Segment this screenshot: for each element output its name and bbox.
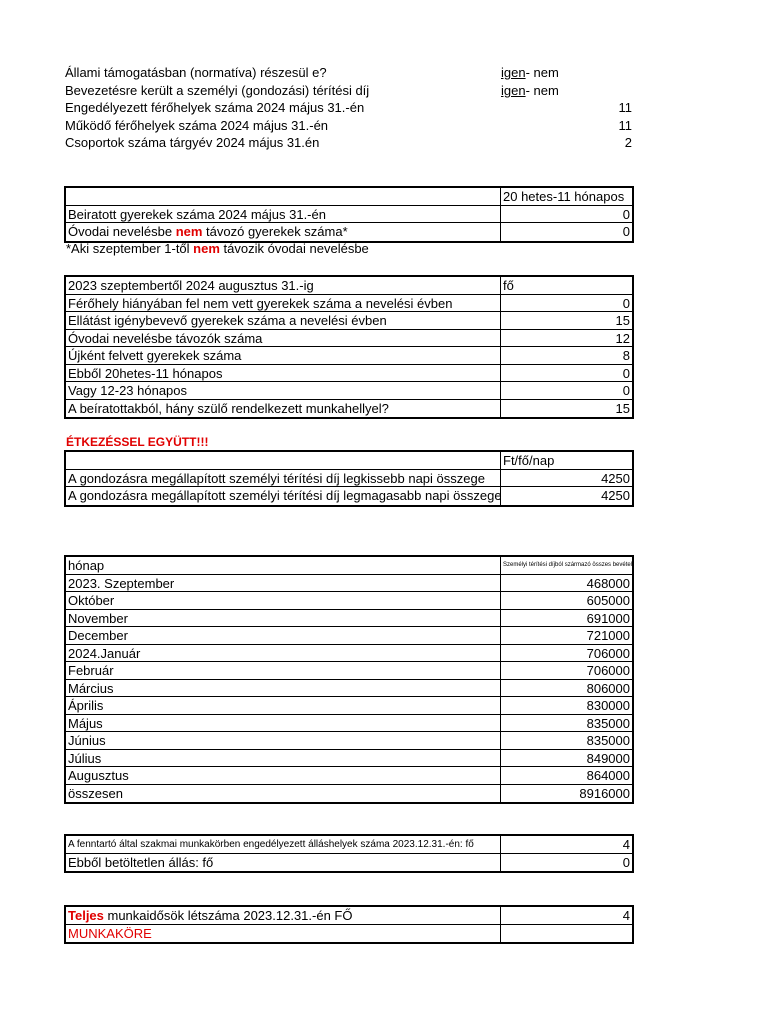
month-cell: Május [68, 715, 103, 731]
row-label: Ebből 20hetes-11 hónapos [68, 365, 223, 381]
income-cell: 835000 [500, 715, 632, 732]
table-row [66, 836, 632, 854]
month-cell: Március [68, 680, 114, 696]
table-row [66, 610, 632, 628]
table-row [66, 715, 632, 733]
row-label: Férőhely hiányában fel nem vett gyerekek száma a nevelési évben [68, 295, 453, 311]
staff-table [64, 834, 634, 873]
table-row [66, 206, 632, 224]
row-value: 0 [500, 365, 632, 382]
monthly-income-table [64, 555, 634, 804]
table-header-row [66, 452, 632, 470]
row-value: 15 [500, 312, 632, 329]
month-cell: Július [68, 750, 102, 766]
month-cell: Október [68, 593, 115, 608]
table-row [66, 295, 632, 313]
row-value: 0 [500, 382, 632, 399]
state-support-line [65, 64, 632, 81]
table-row [66, 854, 632, 872]
licensed-places-label: Engedélyezett férőhelyek száma 2024 május 31.-én [65, 100, 365, 115]
month-cell: 2023. Szeptember [68, 575, 175, 591]
footnote [66, 240, 369, 257]
row-label: Újként felvett gyerekek száma [68, 348, 242, 363]
groups-count-label: Csoportok száma tárgyév 2024 május 31.én [65, 135, 320, 150]
row-value: 4 [500, 836, 632, 853]
income-header: Személyi térítési díjból származó összes bevétel [500, 557, 632, 574]
row-label [66, 907, 502, 924]
table-row [66, 627, 632, 645]
table-row [66, 925, 632, 943]
row-label: Ebből betöltetlen állás: fő [68, 854, 214, 870]
month-cell: November [68, 610, 128, 626]
income-cell: 849000 [500, 750, 632, 767]
table-row [66, 365, 632, 383]
period-table [64, 275, 634, 419]
row-value: 0 [500, 223, 632, 241]
table-header-row [66, 188, 632, 206]
table-row [66, 732, 632, 750]
income-cell: 691000 [500, 610, 632, 627]
row-value: 0 [500, 206, 632, 223]
enrolled-table [64, 186, 634, 243]
state-support-choice [501, 64, 559, 81]
table-row [66, 400, 632, 418]
month-cell: Február [68, 663, 114, 678]
row-value: 12 [500, 330, 632, 347]
period-title: 2023 szeptembertől 2024 augusztus 31.-ig [68, 278, 314, 293]
table-row [66, 750, 632, 768]
table-row [66, 312, 632, 330]
income-cell: 835000 [500, 732, 632, 749]
row-label: Vagy 12-23 hónapos [68, 383, 188, 398]
table-row [66, 662, 632, 680]
table-total-row [66, 785, 632, 803]
footnote-part: távozik óvodai nevelésbe [219, 241, 369, 256]
operating-places-value: 11 [618, 118, 632, 133]
fee-introduced-label: Bevezetésre került a személyi (gondozási) térítési díj [65, 83, 370, 98]
row-label: A fenntartó által szakmai munkakörben engedélyezett álláshelyek száma 2023.12.31.-én: fő [68, 839, 474, 850]
table-row [66, 645, 632, 663]
no-option: - nem [525, 83, 559, 98]
fee-introduced-line [65, 82, 632, 99]
groups-count-line [65, 134, 632, 151]
row-label: Óvodai nevelésbe távozók száma [68, 330, 263, 346]
no-option: - nem [525, 65, 559, 80]
income-cell: 721000 [500, 627, 632, 644]
table-row [66, 907, 632, 925]
licensed-places-value: 11 [618, 100, 632, 115]
yes-option: igen [501, 83, 526, 98]
row-value: 4 [500, 907, 632, 924]
row-label: Beiratott gyerekek száma 2024 május 31.-én [68, 206, 326, 222]
table-row [66, 382, 632, 400]
row-value: 15 [500, 400, 632, 418]
row-label: A beíratottakból, hány szülő rendelkezett munkahellyel? [68, 400, 389, 416]
table-row [66, 470, 632, 488]
yes-option: igen [501, 65, 526, 80]
table-row [66, 680, 632, 698]
table-row [66, 592, 632, 610]
income-cell: 468000 [500, 575, 632, 592]
groups-count-value: 2 [624, 135, 632, 150]
income-cell: 706000 [500, 645, 632, 662]
row-label: Ellátást igénybevevő gyerekek száma a nevelési évben [68, 313, 387, 328]
footnote-emphasis: nem [193, 241, 220, 256]
licensed-places-line [65, 99, 632, 116]
label-part: Óvodai nevelésbe [68, 224, 176, 239]
fee-introduced-choice [501, 82, 559, 99]
job-role-label: MUNKAKÖRE [68, 925, 152, 941]
month-cell: December [68, 628, 128, 643]
month-cell: Április [68, 698, 104, 713]
income-cell: 830000 [500, 697, 632, 714]
state-support-label: Állami támogatásban (normatíva) részesül e? [65, 65, 327, 80]
table-row [66, 487, 632, 505]
row-label [66, 223, 502, 241]
month-cell: Augusztus [68, 768, 129, 783]
meal-heading: ÉTKEZÉSSEL EGYÜTT!!! [66, 435, 209, 449]
row-label: A gondozásra megállapított személyi térítési díj legmagasabb napi összege [68, 488, 502, 503]
footnote-part: *Aki szeptember 1-től [66, 241, 194, 256]
table-header-row [66, 277, 632, 295]
table-row [66, 767, 632, 785]
row-value: 8 [500, 347, 632, 364]
table-header-row [66, 557, 632, 575]
label-emphasis: Teljes [68, 908, 104, 923]
total-value: 8916000 [500, 785, 632, 803]
income-cell: 806000 [500, 680, 632, 697]
unit-header: Ft/fő/nap [500, 452, 632, 469]
unit-header: fő [500, 277, 632, 294]
month-cell: 2024.Január [68, 645, 141, 661]
operating-places-label: Működő férőhelyek száma 2024 május 31.-én [65, 118, 329, 133]
label-emphasis: nem [175, 224, 203, 239]
age-group-header: 20 hetes-11 hónapos [500, 188, 632, 205]
label-part: távozó gyerekek száma* [202, 224, 348, 239]
table-row [66, 347, 632, 365]
income-cell: 706000 [500, 662, 632, 679]
table-row [66, 223, 632, 241]
table-row [66, 330, 632, 348]
operating-places-line [65, 117, 632, 134]
row-value: 4250 [500, 487, 632, 505]
month-header: hónap [68, 558, 105, 573]
income-cell: 864000 [500, 767, 632, 784]
fee-table [64, 450, 634, 507]
income-cell: 605000 [500, 592, 632, 609]
fulltime-table [64, 905, 634, 944]
row-value: 4250 [500, 470, 632, 487]
month-cell: Június [68, 733, 106, 748]
row-value: 0 [500, 295, 632, 312]
total-label: összesen [68, 785, 123, 801]
table-row [66, 697, 632, 715]
label-part: munkaidősök létszáma 2023.12.31.-én FŐ [103, 908, 353, 923]
job-role-value[interactable] [500, 925, 632, 943]
table-row [66, 575, 632, 593]
row-label: A gondozásra megállapított személyi térítési díj legkissebb napi összege [68, 470, 485, 486]
row-value: 0 [500, 854, 632, 872]
